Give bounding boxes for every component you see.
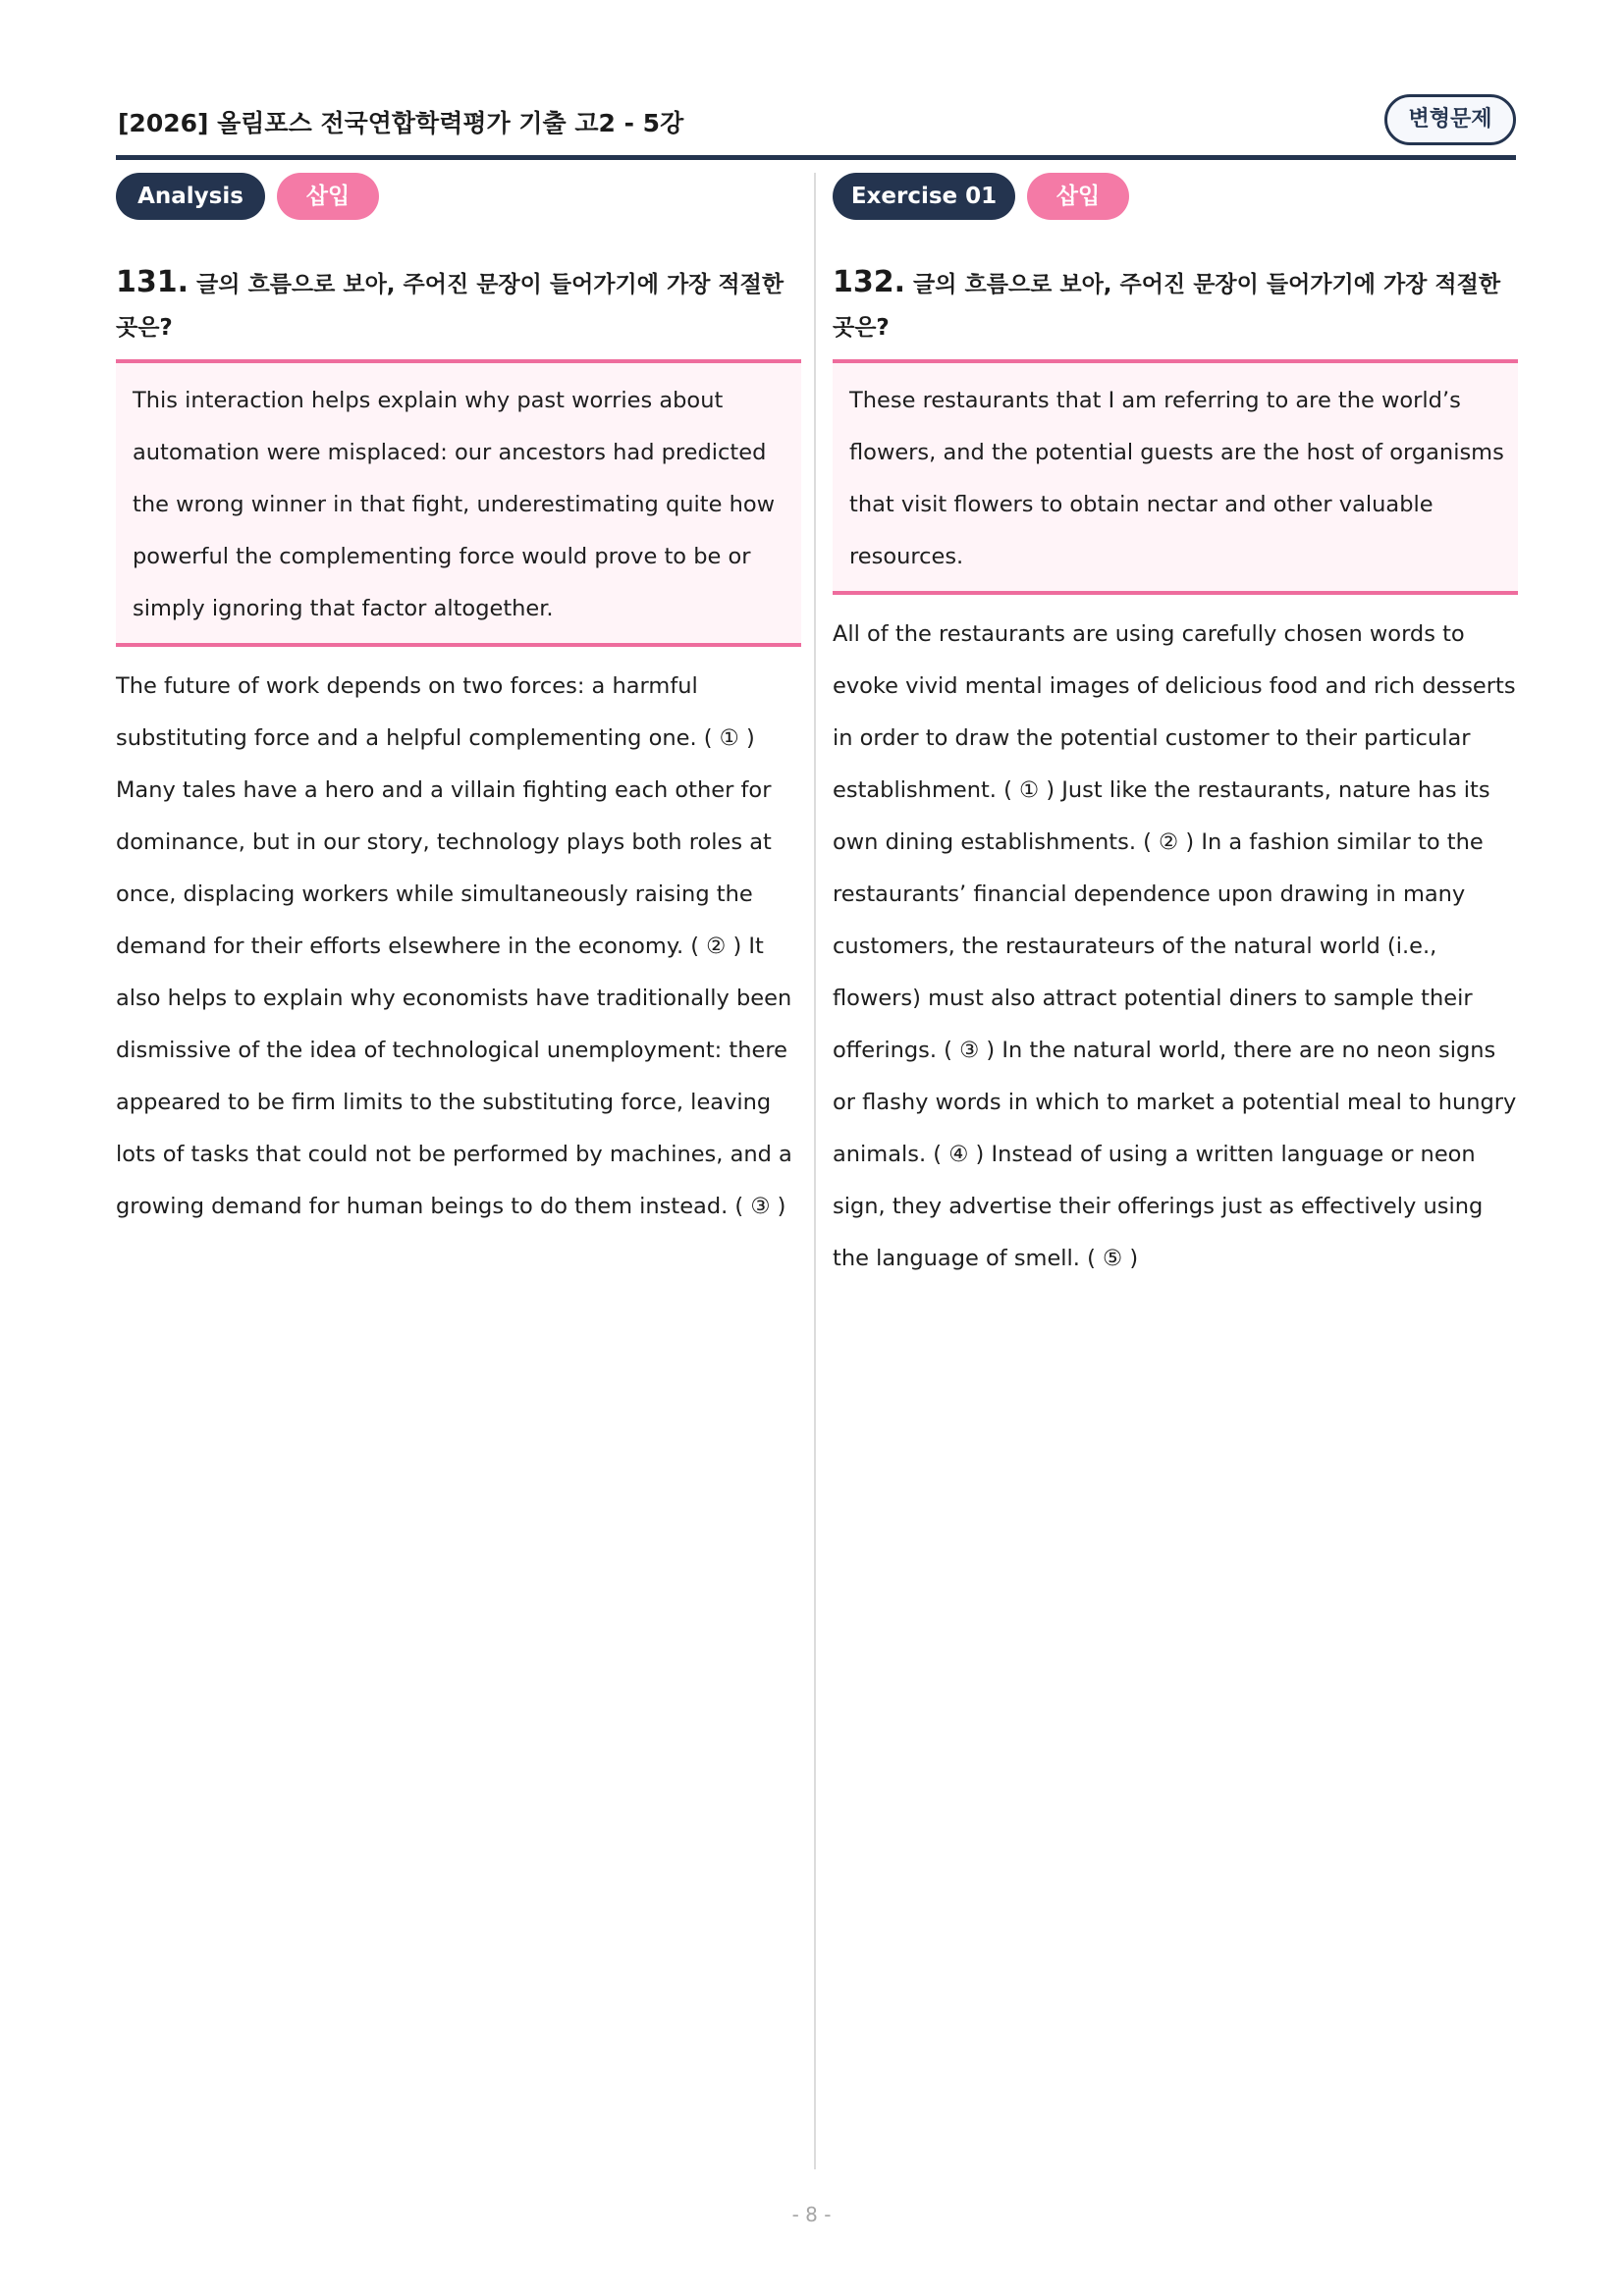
insertion-tag: 삽입 xyxy=(277,173,379,220)
page-number: - 8 - xyxy=(791,2203,832,2226)
column-divider xyxy=(814,173,816,2169)
given-sentence-box: This interaction helps explain why past worries about automation were misplaced: our ancestors had predicted the wrong winner in that fight, underestimating quite how powerful the complementing force would prove to be or simply ignoring that factor altogether. xyxy=(116,363,801,647)
passage-text: The future of work depends on two forces: a harmful substituting force and a helpful complementing one. ( ① ) Many tales have a hero and a villain fighting each other for dominance, but in our story, technology plays both roles at once, displacing workers while simultaneously raising the demand for their efforts elsewhere in the economy. ( ② ) It also helps to explain why economists have traditionally been dismissive of the idea of technological unemployment: there appeared to be firm limits to the substituting force, leaving lots of tasks that could not be performed by machines, and a growing demand for human beings to do them instead. ( ③ ) xyxy=(116,673,792,1219)
given-sentence-box: These restaurants that I am referring to are the world’s flowers, and the potential guests are the host of organisms that visit flowers to obtain nectar and other valuable resources. xyxy=(833,363,1518,595)
insertion-tag: 삽입 xyxy=(1027,173,1129,220)
passage-text: All of the restaurants are using carefully chosen words to evoke vivid mental images of delicious food and rich desserts in order to draw the potential customer to their particular establishment. ( ① ) Just like the restaurants, nature has its own dining establishments. ( ② ) In a fashion similar to the restaurants’ financial dependence upon drawing in many customers, the restaurateurs of the natural world (i.e., flowers) must also attract potential diners to sample their offerings. ( ③ ) In the natural world, there are no neon signs or flashy words in which to market a potential meal to hungry animals. ( ④ ) Instead of using a written language or neon sign, they advertise their offerings just as effectively using the language of smell. ( ⑤ ) xyxy=(833,621,1517,1271)
question-number: 132. xyxy=(833,265,906,299)
question-text: 글의 흐름으로 보아, 주어진 문장이 들어가기에 가장 적절한 곳은? xyxy=(833,272,1501,341)
tag-row xyxy=(833,173,1518,224)
question-header xyxy=(116,261,801,363)
tag-row xyxy=(116,173,801,224)
question-text: 글의 흐름으로 보아, 주어진 문장이 들어가기에 가장 적절한 곳은? xyxy=(116,272,784,341)
question-header xyxy=(833,261,1518,363)
left-column xyxy=(116,173,801,1233)
page-header xyxy=(116,94,1516,160)
right-column xyxy=(833,173,1518,1285)
question-number: 131. xyxy=(116,265,189,299)
page-title: [2026] 올림포스 전국연합학력평가 기출 고2 - 5강 xyxy=(118,109,684,137)
exercise-tag: Exercise 01 xyxy=(833,173,1015,220)
analysis-tag: Analysis xyxy=(116,173,265,220)
variant-badge: 변형문제 xyxy=(1384,94,1516,145)
